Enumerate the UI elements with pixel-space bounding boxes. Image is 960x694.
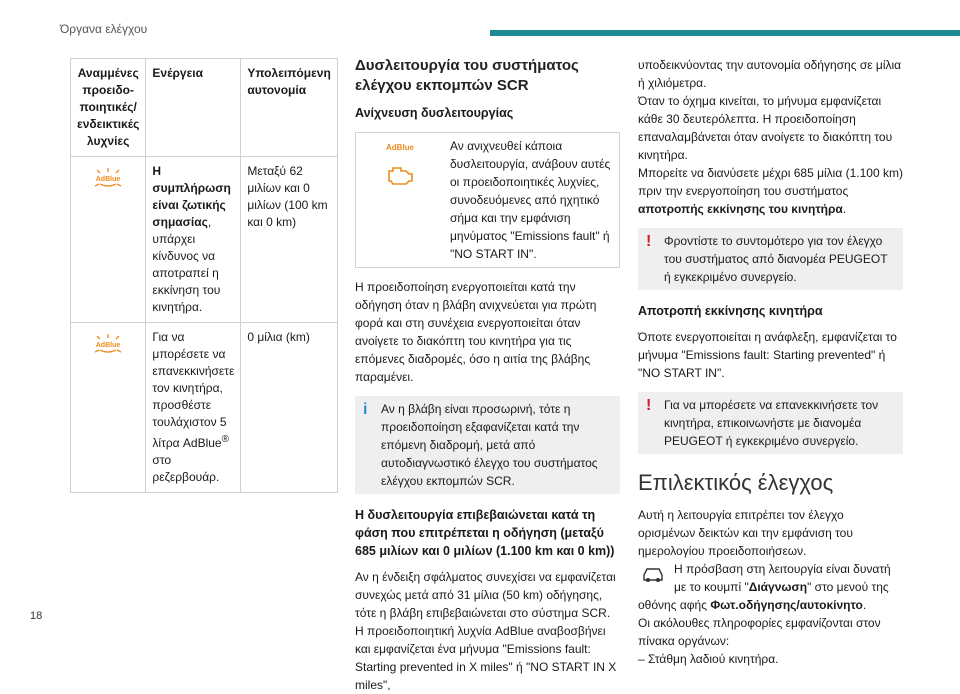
- paragraph: Οι ακόλουθες πληροφορίες εμφανίζονται στον πίνακα οργάνων:: [638, 616, 881, 648]
- svg-text:AdBlue: AdBlue: [95, 176, 121, 183]
- header-accent-bar: [490, 30, 960, 36]
- adblue-warning-icon: [93, 167, 123, 189]
- paragraph: Αν η ένδειξη σφάλματος συνεχίσει να εμφανίζεται συνεχώς μετά από 31 μίλια (50 km) οδήγησης, τότε η βλάβη επιβεβαιώνεται στο σύστημα SCR.: [355, 570, 616, 620]
- header-title: Όργανα ελέγχου: [60, 22, 148, 36]
- paragraph: υποδεικνύοντας την αυτονομία οδήγησης σε μίλια ή χιλιόμετρα.: [638, 58, 902, 90]
- action-text: Για να μπορέσετε να επανεκκινήσετε τον κινητήρα, προσθέστε τουλάχιστον 5 λίτρα AdBlue: [152, 330, 235, 450]
- paragraph: Όποτε ενεργοποιείται η ανάφλεξη, εμφανίζεται το μήνυμα "Emissions fault: Starting prevented" ή "NO START IN".: [638, 330, 897, 380]
- paragraph: Η προειδοποιητική λυχνία AdBlue αναβοσβήνει και εμφανίζεται ένα μήνυμα "Emissions fault: Starting prevented in X miles" ή "NO START IN X miles",: [355, 624, 617, 692]
- warning-note: [638, 228, 903, 290]
- paragraph: Η προειδοποίηση ενεργοποιείται κατά την οδήγηση όταν η βλάβη ανιχνεύεται για πρώτη φορά και στη συνέχεια ενεργοποιείται όταν ανοίγετε το διακόπτη του κινητήρα για τις επόμενες διαδρομές, όσο η αιτία της βλάβης παραμένει.: [355, 280, 597, 384]
- range-value: Μεταξύ 62 μιλίων και 0 μιλίων (100 km και 0 km): [241, 157, 337, 323]
- warning-note-text: Φροντίστε το συντομότερο για τον έλεγχο του συστήματος από διανομέα PEUGEOT ή εγκεκριμένο συνεργείο.: [664, 234, 888, 284]
- warning-note-text: Για να μπορέσετε να επανεκκινήσετε τον κινητήρα, επικοινωνήστε με διανομέα PEUGEOT ή εγκεκριμένο συνεργείο.: [664, 398, 879, 448]
- action-text: , υπάρχει κίνδυνος να αποτραπεί η εκκίνηση του κινητήρα.: [152, 215, 221, 314]
- paragraph: Η πρόσβαση στη λειτουργία είναι δυνατή με το κουμπί "Διάγνωση" στο μενού της οθόνης αφής Φωτ.οδήγησης/αυτοκίνητο.: [638, 562, 891, 612]
- action-text-tail: στο ρεζερβουάρ.: [152, 453, 220, 484]
- paragraph: Αυτή η λειτουργία επιτρέπει τον έλεγχο ορισμένων δεικτών και την εμφάνιση του ημερολογίου προειδοποιήσεων.: [638, 508, 853, 558]
- info-icon: i: [363, 401, 368, 418]
- paragraph: Μπορείτε να διανύσετε μέχρι 685 μίλια (1.100 km) πριν την ενεργοποίηση του συστήματος αποτροπής εκκίνησης του κινητήρα.: [638, 166, 903, 216]
- adblue-label-icon: AdBlue: [386, 143, 414, 152]
- table-header-range: Υπολειπόμενη αυτονομία: [241, 59, 337, 157]
- engine-warning-icon: [385, 163, 415, 187]
- fault-lights-text: Αν ανιχνευθεί κάποια δυσλειτουργία, ανάβουν αυτές οι προειδοποιητικές λυχνίες, συνοδευόμενες από ηχητικό σήμα και την εμφάνιση μηνύματος "Emissions fault" ή "NO START IN".: [450, 139, 611, 261]
- range-value: 0 μίλια (km): [241, 323, 337, 493]
- action-emphasis: Η συμπλήρωση είναι ζωτικής σημασίας: [152, 164, 231, 229]
- table-header-action: Ενέργεια: [146, 59, 241, 157]
- warning-icon: !: [646, 397, 652, 414]
- column-continuation: [638, 56, 903, 668]
- subsection-title: Η δυσλειτουργία επιβεβαιώνεται κατά τη φάση που επιτρέπεται η οδήγηση (μεταξύ 685 μιλίων και 0 μιλίων (1.100 km και 0 km)): [355, 508, 615, 558]
- warning-note: [638, 392, 903, 454]
- fault-lights-box: [355, 132, 620, 268]
- subsection-title: Αποτροπή εκκίνησης κινητήρα: [638, 304, 823, 318]
- warning-icon: !: [646, 233, 652, 250]
- svg-text:AdBlue: AdBlue: [95, 342, 121, 349]
- registered-mark: ®: [221, 434, 229, 445]
- table-header-lights: Αναμμένες προειδο-ποιητικές/ ενδεικτικές λυχνίες: [71, 59, 146, 157]
- emphasis: αποτροπής εκκίνησης του κινητήρα: [638, 202, 843, 216]
- paragraph: Όταν το όχημα κινείται, το μήνυμα εμφανίζεται κάθε 30 δευτερόλεπτα. Η προειδοποίηση επαναλαμβάνεται όταν ανοίγετε το διακόπτη του κινητήρα.: [638, 94, 893, 162]
- table-row: [71, 323, 338, 493]
- page-number: 18: [30, 610, 43, 622]
- warning-lights-table: [70, 58, 338, 493]
- adblue-warning-icon: [93, 333, 123, 355]
- info-note: [355, 396, 620, 494]
- info-note-text: Αν η βλάβη είναι προσωρινή, τότε η προειδοποίηση εξαφανίζεται κατά την επόμενη διαδρομή, μετά από αυτοδιαγνωστικό έλεγχο του συστήματος ελέγχου εκπομπών SCR.: [381, 402, 598, 488]
- table-header-row: [71, 59, 338, 157]
- subsection-title: Ανίχνευση δυσλειτουργίας: [355, 106, 514, 120]
- column-scr-fault: [355, 56, 620, 694]
- section-title: Επιλεκτικός έλεγχος: [638, 470, 834, 495]
- list-item: – Στάθμη λαδιού κινητήρα.: [638, 652, 779, 666]
- section-title: Δυσλειτουργία του συστήματος ελέγχου εκπομπών SCR: [355, 57, 579, 94]
- table-row: [71, 157, 338, 323]
- button-name: Διάγνωση: [748, 580, 808, 594]
- car-diagnostic-icon: [638, 562, 668, 584]
- menu-name: Φωτ.οδήγησης/αυτοκίνητο: [710, 598, 863, 612]
